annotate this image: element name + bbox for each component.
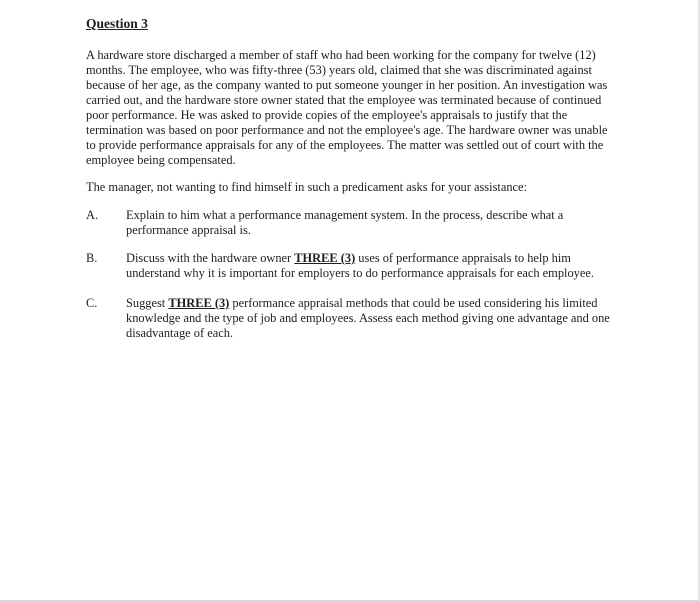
question-title: Question 3 [86,16,148,31]
item-b-text-before: Discuss with the hardware owner [126,251,295,265]
item-c-letter: C. [86,296,98,310]
item-c-emphasis: THREE (3) [168,296,230,310]
item-b-emphasis: THREE (3) [294,251,356,265]
item-b [86,251,620,281]
lead-sentence: The manager, not wanting to find himself in such a predicament asks for your assistance: [86,180,527,194]
item-a-letter: A. [86,208,99,222]
item-b-text [126,251,620,281]
item-c [86,296,620,341]
item-c-text-after: performance appraisal methods that could be used considering his limited knowledge and the type of job and employees. Assess each method giving one advantage and one disadvantage of each. [126,296,610,340]
question-content [86,16,620,341]
item-c-text [126,296,620,341]
item-b-text-after: uses of performance appraisals to help him understand why it is important for employers to do performance appraisals for each employee. [126,251,594,280]
item-a-text: Explain to him what a performance management system. In the process, describe what a performance appraisal is. [126,208,564,237]
item-c-text-before: Suggest [126,296,169,310]
item-b-letter: B. [86,251,98,265]
item-a [86,208,620,238]
scenario-paragraph: A hardware store discharged a member of staff who had been working for the company for twelve (12) months. The employee, who was fifty-three (53) years old, claimed that she was discriminated against because of her age, as the company wanted to put someone younger in her position. An investigation was carried out, and the hardware store owner stated that the employee was terminated because of continued poor performance. He was asked to provide copies of the employee's appraisals to justify that the termination was based on poor performance and not the employee's age. The hardware owner was unable to provide performance appraisals for any of the employees. The matter was settled out of court with the employee being compensated. [86,48,608,167]
